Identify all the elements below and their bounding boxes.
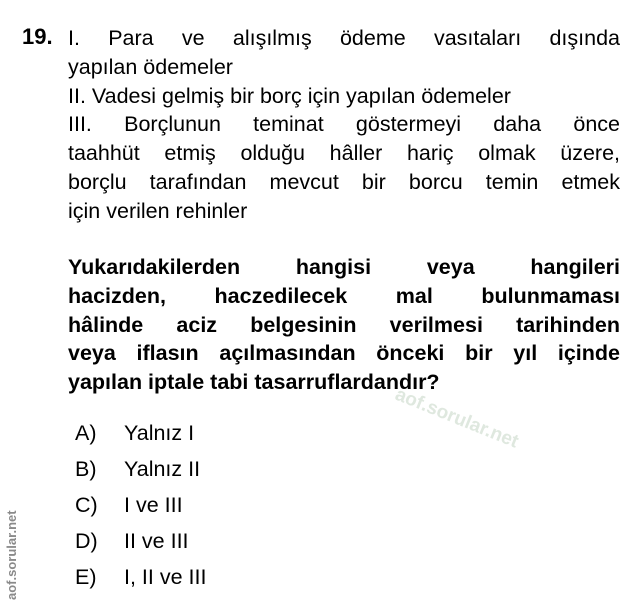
option-letter: C) [75,493,98,517]
prompt-line: veya iflasın açılmasından önceki bir yıl içinde [68,341,620,366]
statement-line: II. Vadesi gelmiş bir borç için yapılan ödemeler [68,83,511,108]
option-letter: E) [75,565,97,589]
option-b[interactable] [75,454,206,490]
option-d[interactable] [75,526,206,562]
option-text: Yalnız II [124,457,201,481]
option-e[interactable] [75,562,206,598]
option-letter: B) [75,457,97,481]
option-text: II ve III [124,529,189,553]
statement-line: yapılan ödemeler [68,54,233,79]
option-letter: A) [75,421,97,445]
statement-line: I. Para ve alışılmış ödeme vasıtaları dışında [68,26,620,50]
prompt-line: hâlinde aciz belgesinin verilmesi tarihinden [68,312,620,337]
option-letter: D) [75,529,98,553]
prompt-line: hacizden, haczedilecek mal bulunmaması [68,283,620,308]
option-c[interactable] [75,490,206,526]
prompt-line: yapılan iptale tabi tasarruflardandır? [68,370,440,395]
option-text: Yalnız I [124,421,195,445]
option-text: I ve III [124,493,183,517]
statement-line: için verilen rehinler [68,198,248,223]
question-prompt [68,253,620,397]
option-text: I, II ve III [124,565,207,589]
prompt-line: Yukarıdakilerden hangisi veya hangileri [68,255,620,279]
statement-line: taahhüt etmiş olduğu hâller hariç olmak üzere, [68,141,620,166]
statement-line: III. Borçlunun teminat göstermeyi daha önce [68,112,620,137]
statements [68,24,620,226]
statement-line: borçlu tarafından mevcut bir borcu temin etmek [68,169,620,194]
side-watermark: aof.sorular.net [4,510,19,600]
question-number: 19. [22,24,53,49]
answer-options [75,418,206,598]
watermark: aof.sorular.net [392,384,522,453]
option-a[interactable] [75,418,206,454]
